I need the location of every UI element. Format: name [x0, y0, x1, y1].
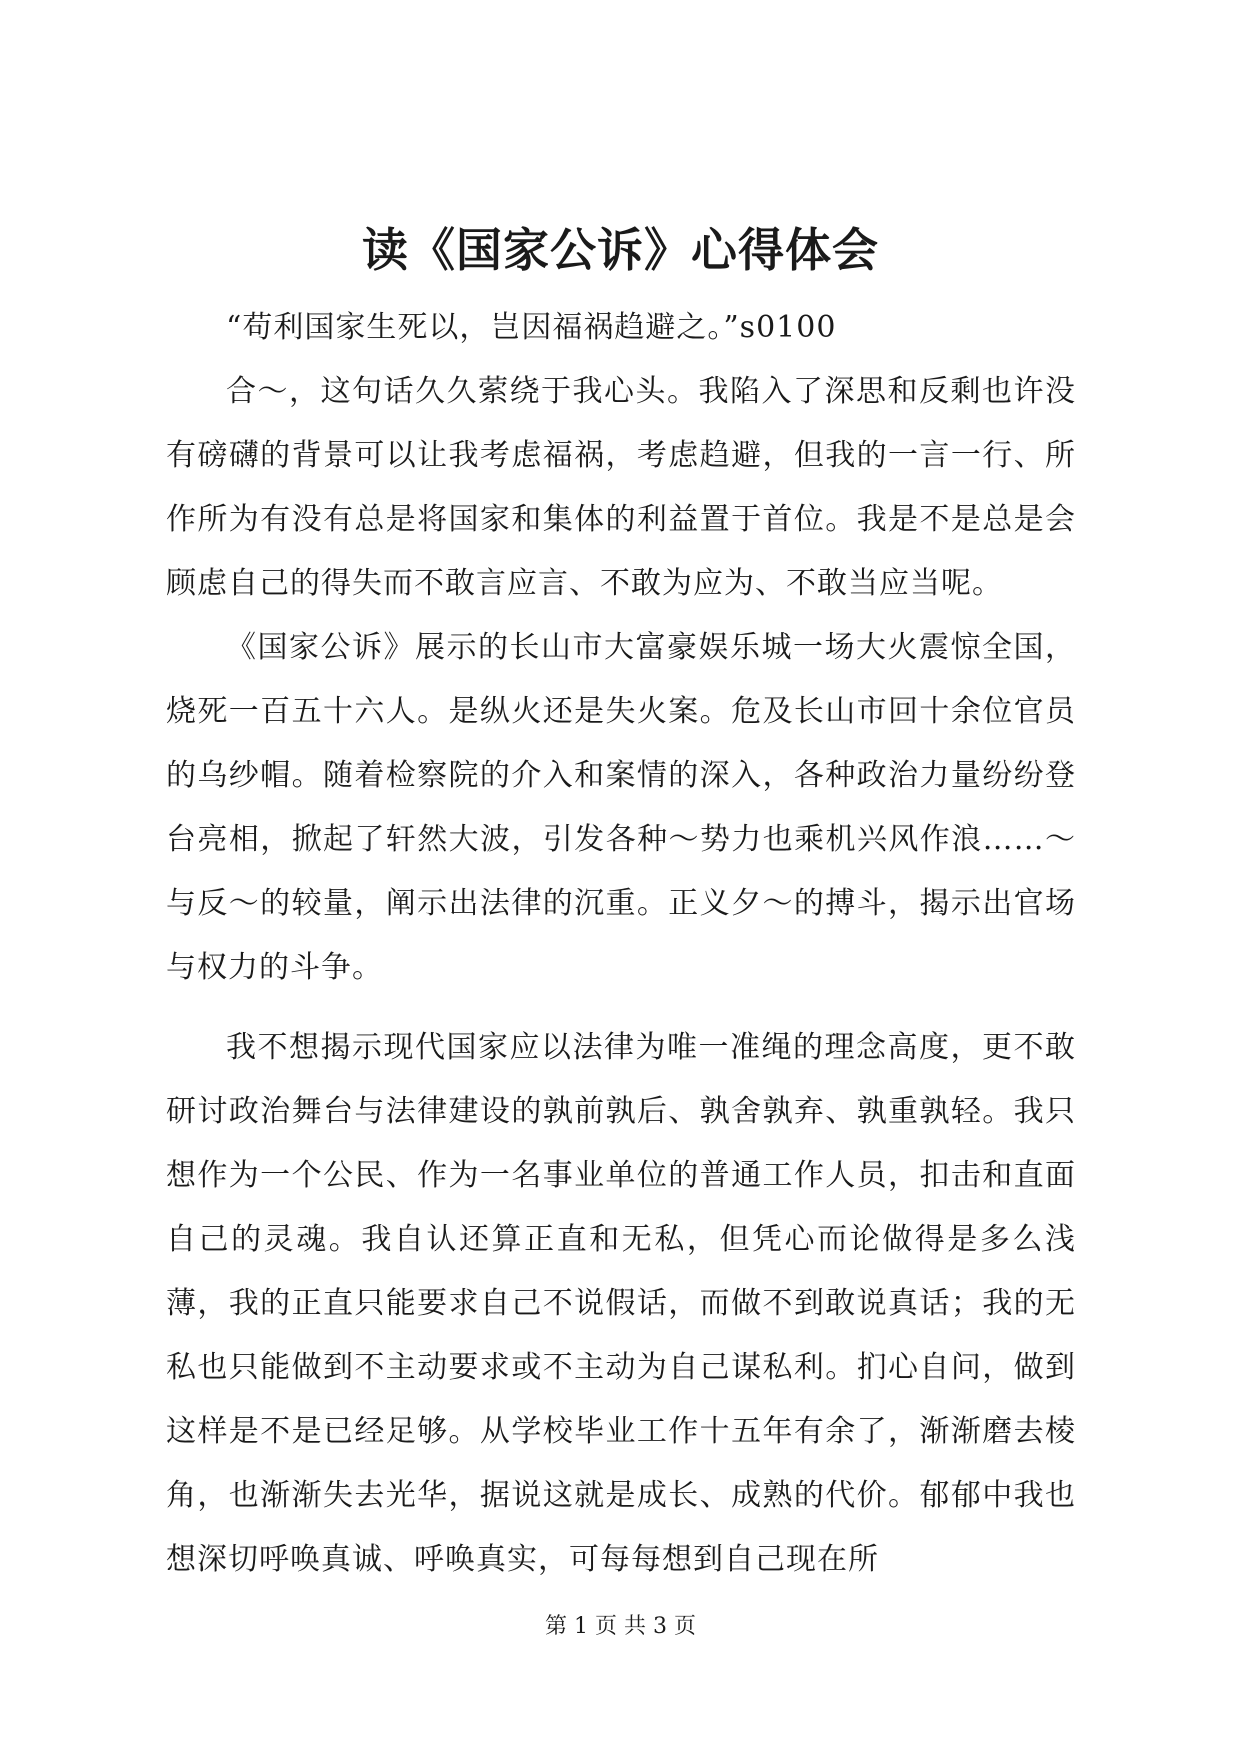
paragraph-summary: 《国家公诉》展示的长山市大富豪娱乐城一场大火震惊全国，烧死一百五十六人。是纵火还是失火案。危及长山市回十余位官员的乌纱帽。随着检察院的介入和案情的深入，各种政治力量纷纷登台亮相，掀起了轩然大波，引发各种～势力也乘机兴风作浪……～与反～的较量，阐示出法律的沉重。正义夕～的搏斗，揭示出官场与权力的斗争。: [166, 630, 1076, 985]
document-title: 读《国家公诉》心得体会: [362, 223, 879, 277]
document-body: [166, 296, 1076, 1592]
paragraph-reflection: 合～，这句话久久萦绕于我心头。我陷入了深思和反剩也许没有磅礴的背景可以让我考虑福祸，考虑趋避，但我的一言一行、所作所为有没有总是将国家和集体的利益置于首位。我是不是总是会顾虑自己的得失而不敢言应言、不敢为应为、不敢当应当呢。: [166, 374, 1076, 601]
paragraph-quote: “苟利国家生死以，岂因福祸趋避之。”s0100: [226, 310, 837, 345]
page-number-footer: 第 1 页 共 3 页: [545, 1614, 696, 1639]
paragraph-self-examination: 我不想揭示现代国家应以法律为唯一准绳的理念高度，更不敢研讨政治舞台与法律建设的孰前孰后、孰舍孰弃、孰重孰轻。我只想作为一个公民、作为一名事业单位的普通工作人员，扣击和直面自己的灵魂。我自认还算正直和无私，但凭心而论做得是多么浅薄，我的正直只能要求自己不说假话，而做不到敢说真话；我的无私也只能做到不主动要求或不主动为自己谋私利。扪心自问，做到这样是不是已经足够。从学校毕业工作十五年有余了，渐渐磨去棱角，也渐渐失去光华，据说这就是成长、成熟的代价。郁郁中我也想深切呼唤真诚、呼唤真实，可每每想到自己现在所: [166, 1030, 1076, 1577]
